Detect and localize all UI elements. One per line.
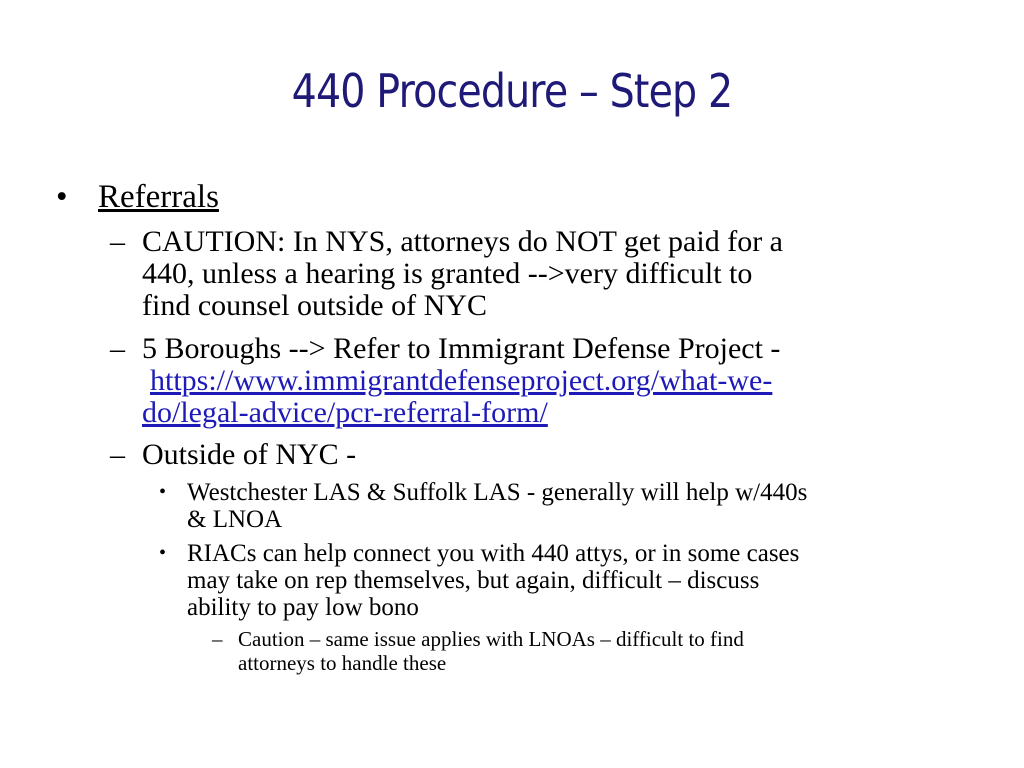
referrals-heading: Referrals (98, 179, 219, 215)
dash-icon: – (212, 627, 223, 651)
riacs-line-2: may take on rep themselves, but again, difficult – discuss (187, 567, 760, 594)
subsubitem-westchester (159, 479, 967, 533)
bullet-icon: • (159, 481, 167, 503)
dash-icon: – (110, 225, 125, 258)
subsubsubitem-caution-lnoa (212, 627, 958, 675)
idp-referral-link-part-2[interactable]: do/legal-advice/pcr-referral-form/ (142, 396, 548, 429)
caution2-line-1: Caution – same issue applies with LNOAs – difficult to find (238, 627, 744, 651)
caution-line-1: CAUTION: In NYS, attorneys do NOT get paid for a (142, 225, 784, 258)
outside-nyc-text: Outside of NYC - (142, 438, 357, 471)
subitem-caution (110, 225, 962, 322)
subitem-boroughs (110, 332, 962, 429)
subitem-outside-nyc (110, 438, 962, 471)
bullet-icon: • (159, 542, 167, 564)
westchester-line-2: & LNOA (187, 506, 283, 533)
bullet-referrals (56, 178, 219, 216)
dash-icon: – (110, 438, 125, 471)
boroughs-line-1: 5 Boroughs --> Refer to Immigrant Defense Project - (142, 332, 781, 365)
riacs-line-3: ability to pay low bono (187, 594, 419, 621)
caution2-line-2: attorneys to handle these (238, 651, 447, 675)
subsubitem-riacs (159, 540, 967, 621)
caution-line-3: find counsel outside of NYC (142, 289, 487, 322)
dash-icon: – (110, 332, 125, 365)
slide-title: 440 Procedure – Step 2 (291, 64, 733, 118)
westchester-line-1: Westchester LAS & Suffolk LAS - generally will help w/440s (187, 479, 808, 506)
bullet-icon: • (56, 179, 68, 215)
idp-referral-link-part-1[interactable]: https://www.immigrantdefenseproject.org/what-we- (150, 364, 773, 397)
riacs-line-1: RIACs can help connect you with 440 attys, or in some cases (187, 540, 800, 567)
caution-line-2: 440, unless a hearing is granted -->very difficult to (142, 257, 753, 290)
